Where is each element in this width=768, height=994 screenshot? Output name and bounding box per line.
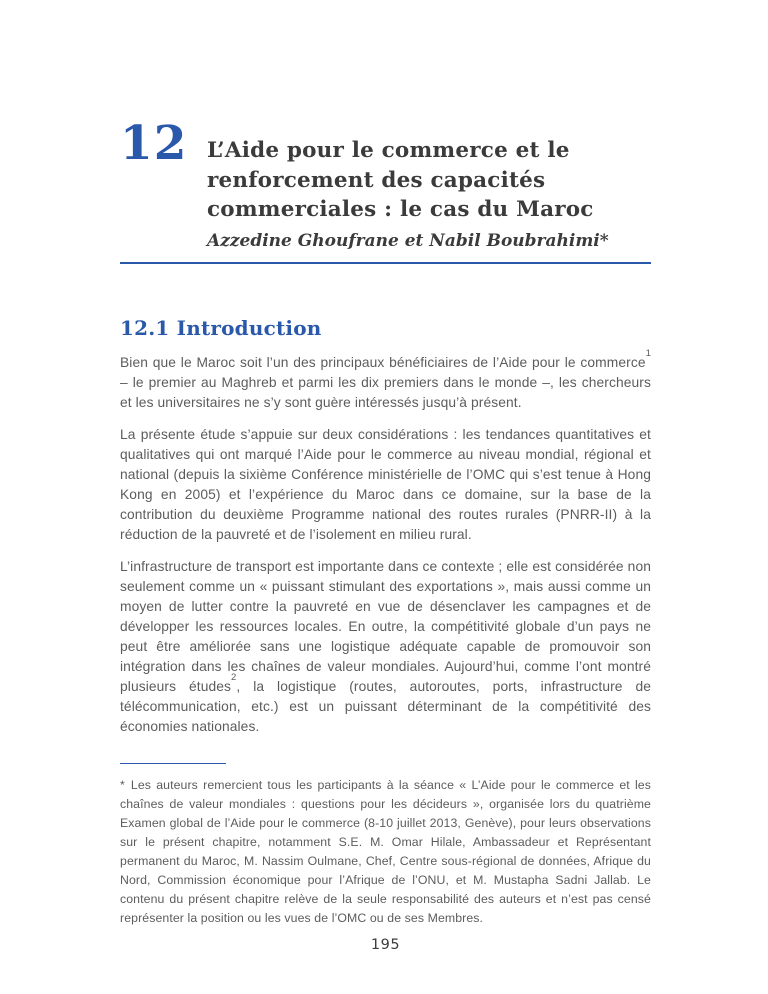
paragraph-1-text-cont: – le premier au Maghreb et parmi les dix premiers dans le monde –, les chercheurs et les universitaires ne s’y sont guère intéressés jusqu’à présent.	[120, 374, 651, 410]
footnote-ref-2: 2	[231, 672, 237, 684]
authors-line: Azzedine Ghoufrane et Nabil Boubrahimi*	[207, 230, 609, 251]
footnote-divider-rule	[120, 763, 226, 764]
footnote-marker: *	[120, 777, 125, 792]
section-heading: 12.1 Introduction	[120, 315, 322, 340]
intro-paragraph-1	[120, 348, 651, 413]
paragraph-1-text: Bien que le Maroc soit l’un des principaux bénéficiaires de l’Aide pour le commerce	[120, 354, 646, 370]
chapter-title-line-2: renforcement des capacités	[207, 167, 546, 193]
paragraph-3-text-cont: , la logistique (routes, autoroutes, ports, infrastructure de télécommunication, etc.) est un puissant déterminant de la compétitivité des économies nationales.	[120, 678, 652, 734]
footnote	[120, 776, 651, 928]
intro-paragraph-2: La présente étude s’appuie sur deux considérations : les tendances quantitatives et qualitatives qui ont marqué l’Aide pour le commerce au niveau mondial, régional et national (depuis la sixième Conférence ministérielle de l’OMC qui s’est tenue à Hong Kong en 2005) et l’expérience du Maroc dans ce domaine, sur la base de la contribution du deuxième Programme national des routes rurales (PNRR-II) à la réduction de la pauvreté et de l’isolement en milieu rural.	[120, 426, 651, 542]
page-footer	[120, 763, 651, 954]
chapter-title-line-1: L’Aide pour le commerce et le	[207, 138, 570, 163]
chapter-title	[207, 136, 651, 225]
chapter-header	[120, 116, 651, 253]
intro-paragraph-3	[120, 557, 651, 737]
chapter-title-line-3: commerciales : le cas du Maroc	[207, 197, 594, 222]
footnote-ref-1: 1	[645, 348, 651, 360]
title-divider-rule	[120, 262, 651, 264]
paragraph-3-text: L’infrastructure de transport est importante dans ce contexte ; elle est considérée non seulement comme un « puissant stimulant des exportations », mais aussi comme un moyen de lutter contre la pauvreté en vue de désenclaver les campagnes et de développer les ressources locales. En outre, la compétitivité globale d’un pays ne peut être améliorée sans une logistique adéquate capable de promouvoir son intégration dans les chaînes de valeur mondiales. Aujourd’hui, comme l’ont montré plusieurs études	[120, 558, 651, 694]
footnote-text: Les auteurs remercient tous les participants à la séance « L’Aide pour le commerce et les chaînes de valeur mondiales : questions pour les décideurs », organisée lors du quatrième Examen global de l’Aide pour le commerce (8-10 juillet 2013, Genève), pour leurs observations sur le présent chapitre, notamment S.E. M. Omar Hilale, Ambassadeur et Représentant permanent du Maroc, M. Nassim Oulmane, Chef, Centre sous-régional de données, Afrique du Nord, Commission économique pour l’Afrique de l’ONU, et M. Mustapha Sadni Jallab. Le contenu du présent chapitre relève de la seule responsabilité des auteurs et n’est pas censé représenter la position ou les vues de l’OMC ou de ses Membres.	[120, 777, 651, 925]
introduction-section	[120, 315, 651, 737]
chapter-heading-block	[207, 124, 651, 253]
chapter-number: 12	[120, 116, 188, 171]
page-number: 195	[370, 936, 401, 953]
